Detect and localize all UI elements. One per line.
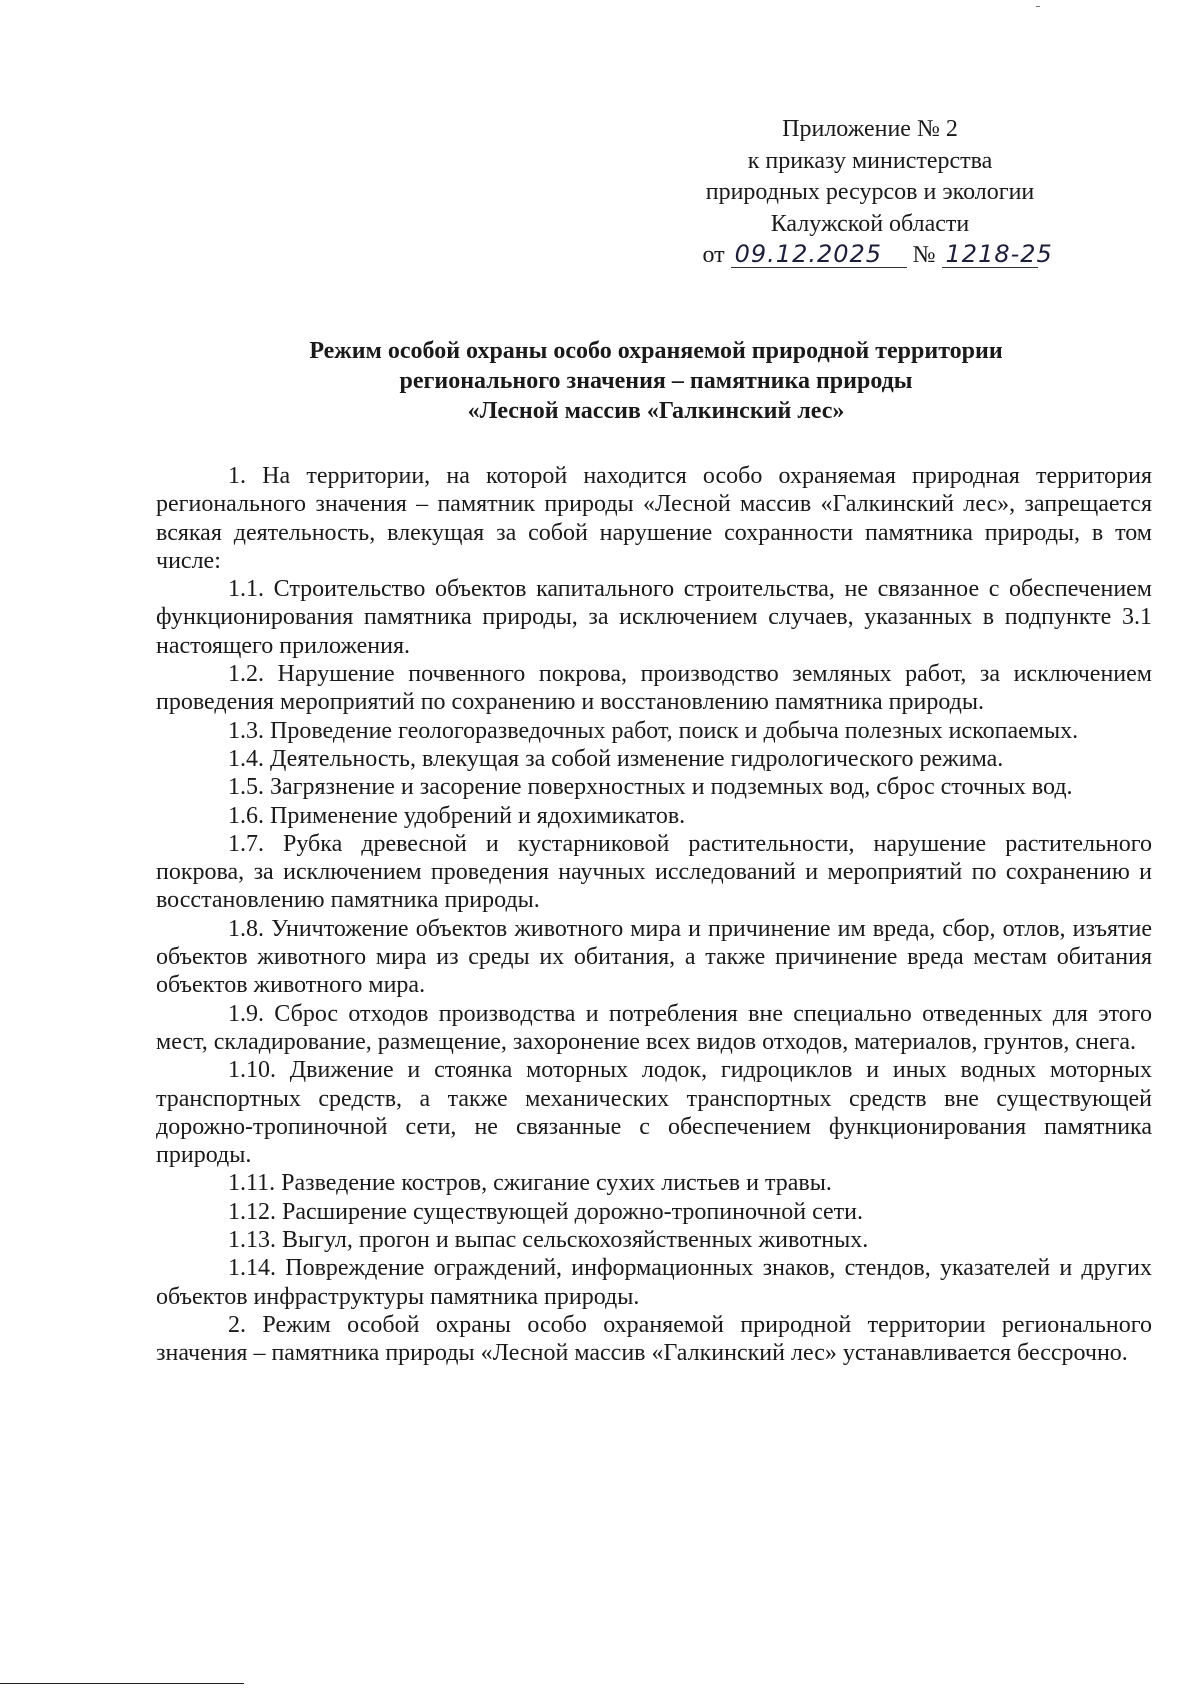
appendix-number: Приложение № 2 xyxy=(782,116,958,142)
title-line-1: Режим особой охраны особо охраняемой природной территории xyxy=(309,338,1003,364)
order-date: 09.12.2025 xyxy=(731,241,907,268)
paragraph-1-1: 1.1. Строительство объектов капитального строительства, не связанное с обеспечением функционирования памятника природы, за исключением случаев, указанных в подпункте 3.1 настоящего приложения. xyxy=(156,576,1152,659)
paragraph-1-5: 1.5. Загрязнение и засорение поверхностных и подземных вод, сброс сточных вод. xyxy=(228,774,1073,801)
document-title xyxy=(156,336,1156,426)
paragraph-1-2: 1.2. Нарушение почвенного покрова, производство земляных работ, за исключением проведения мероприятий по сохранению и восстановлению памятника природы. xyxy=(156,661,1152,716)
paragraph-2: 2. Режим особой охраны особо охраняемой природной территории регионального значения – памятника природы «Лесной массив «Галкинский лес» устанавливается бессрочно. xyxy=(156,1311,1152,1367)
paragraph-1-3: 1.3. Проведение геологоразведочных работ, поиск и добыча полезных ископаемых. xyxy=(228,717,1079,744)
order-number: 1218-25 xyxy=(942,241,1038,268)
document-body xyxy=(156,462,1152,1368)
title-line-2: регионального значения – памятника природы xyxy=(399,368,913,394)
paragraph-1-11: 1.11. Разведение костров, сжигание сухих листьев и травы. xyxy=(228,1170,832,1197)
paragraph-1-14: 1.14. Повреждение ограждений, информационных знаков, стендов, указателей и других объектов инфраструктуры памятника природы. xyxy=(156,1255,1152,1310)
paragraph-1: 1. На территории, на которой находится особо охраняемая природная территория регионального значения – памятник природы «Лесной массив «Галкинский лес», запрещается всякая деятельность, влекущая за собой нарушение сохранности памятника природы, в том числе: xyxy=(156,463,1152,574)
from-label: от xyxy=(702,242,725,268)
appendix-line-region: Калужской области xyxy=(770,210,970,237)
appendix-line-ministry: природных ресурсов и экологии xyxy=(705,179,1035,205)
title-line-3: «Лесной массив «Галкинский лес» xyxy=(467,398,845,424)
paragraph-1-4: 1.4. Деятельность, влекущая за собой изменение гидрологического режима. xyxy=(228,745,1004,772)
appendix-header xyxy=(640,114,1100,272)
paragraph-1-12: 1.12. Расширение существующей дорожно-тропиночной сети. xyxy=(228,1198,864,1225)
footer-rule xyxy=(0,1683,244,1684)
appendix-line-order: к приказу министерства xyxy=(747,147,993,174)
number-label: № xyxy=(912,242,936,268)
paragraph-1-13: 1.13. Выгул, прогон и выпас сельскохозяйственных животных. xyxy=(228,1227,869,1254)
paragraph-1-10: 1.10. Движение и стоянка моторных лодок, гидроциклов и иных водных моторных транспортных средств, а также механических транспортных средств вне существующей дорожно-тропиночной сети, не связанные с обеспечением функционирования памятника природы. xyxy=(156,1057,1152,1169)
order-date-number-line xyxy=(640,240,1100,272)
paragraph-1-8: 1.8. Уничтожение объектов животного мира и причинение им вреда, сбор, отлов, изъятие объектов животного мира из среды их обитания, а также причинение вреда местам обитания объектов животного мира. xyxy=(156,915,1152,999)
paragraph-1-9: 1.9. Сброс отходов производства и потребления вне специально отведенных для этого мест, складирование, размещение, захоронение всех видов отходов, материалов, грунтов, снега. xyxy=(156,1000,1152,1055)
paragraph-1-7: 1.7. Рубка древесной и кустарниковой растительности, нарушение растительного покрова, за исключением проведения научных исследований и мероприятий по сохранению и восстановлению памятника природы. xyxy=(156,830,1152,914)
paragraph-1-6: 1.6. Применение удобрений и ядохимикатов. xyxy=(228,802,686,829)
scan-mark xyxy=(1036,6,1040,7)
